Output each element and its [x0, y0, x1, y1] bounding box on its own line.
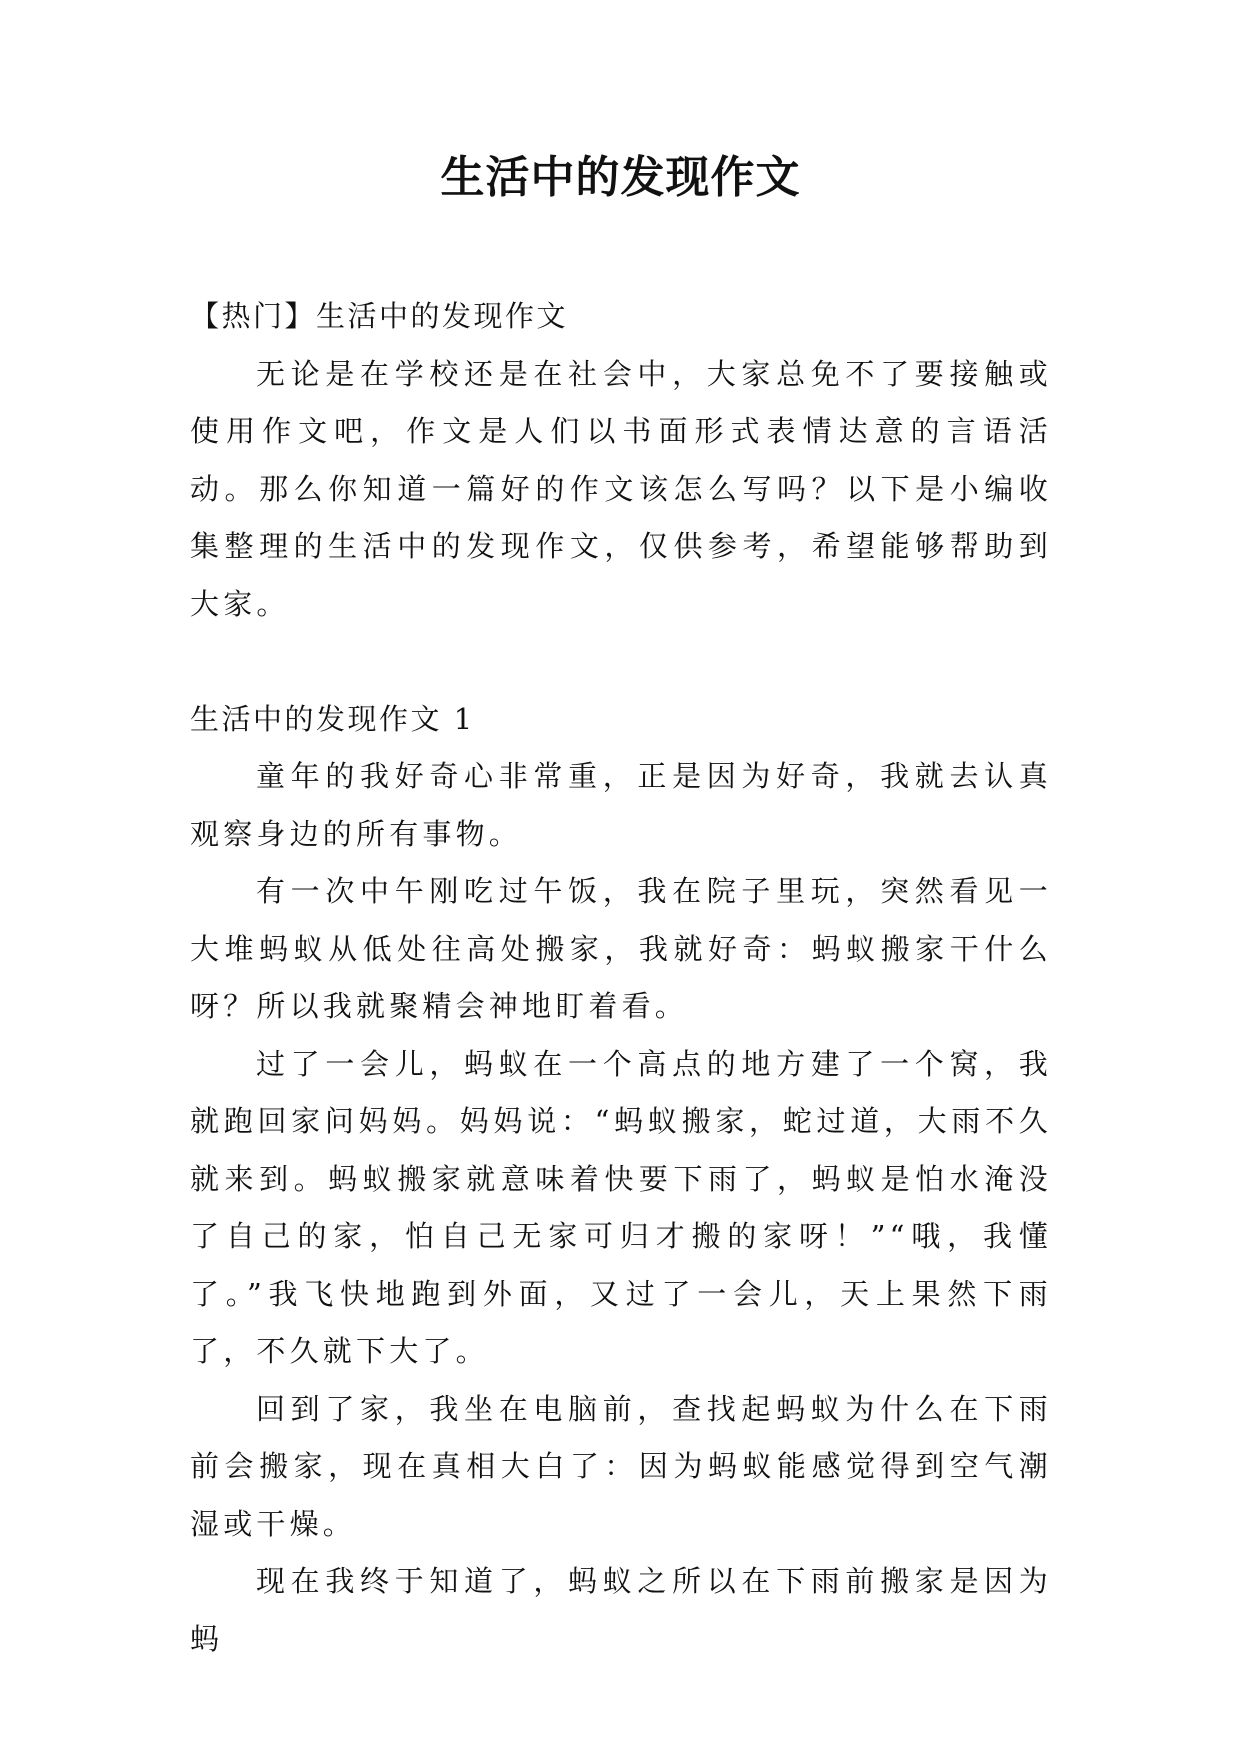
section-heading: 生活中的发现作文 1	[190, 701, 475, 736]
paragraph-spacer	[190, 633, 1052, 691]
intro-paragraph: 无论是在学校还是在社会中，大家总免不了要接触或使用作文吧，作文是人们以书面形式表情达意的言语活动。那么你知道一篇好的作文该怎么写吗？以下是小编收集整理的生活中的发现作文，仅供参考，希望能够帮助到大家。	[190, 356, 1052, 621]
body-paragraph-5: 现在我终于知道了，蚂蚁之所以在下雨前搬家是因为蚂	[190, 1564, 1052, 1656]
body-paragraph-2: 有一次中午刚吃过午饭，我在院子里玩，突然看见一大堆蚂蚁从低处往高处搬家，我就好奇：蚂蚁搬家干什么呀？所以我就聚精会神地盯着看。	[190, 874, 1052, 1023]
document-body	[190, 288, 1052, 1668]
document-title: 生活中的发现作文	[440, 152, 801, 203]
body-paragraph-1: 童年的我好奇心非常重，正是因为好奇，我就去认真观察身边的所有事物。	[190, 759, 1052, 851]
body-paragraph-4: 回到了家，我坐在电脑前，查找起蚂蚁为什么在下雨前会搬家，现在真相大白了：因为蚂蚁能感觉得到空气潮湿或干燥。	[190, 1391, 1052, 1541]
intro-heading: 【热门】生活中的发现作文	[190, 299, 569, 333]
body-paragraph-3: 过了一会儿，蚂蚁在一个高点的地方建了一个窝，我就跑回家问妈妈。妈妈说：“蚂蚁搬家，蛇过道，大雨不久就来到。蚂蚁搬家就意味着快要下雨了，蚂蚁是怕水淹没了自己的家，怕自己无家可归才搬的家呀！”“哦，我懂了。”我飞快地跑到外面，又过了一会儿，天上果然下雨了，不久就下大了。	[190, 1046, 1052, 1368]
